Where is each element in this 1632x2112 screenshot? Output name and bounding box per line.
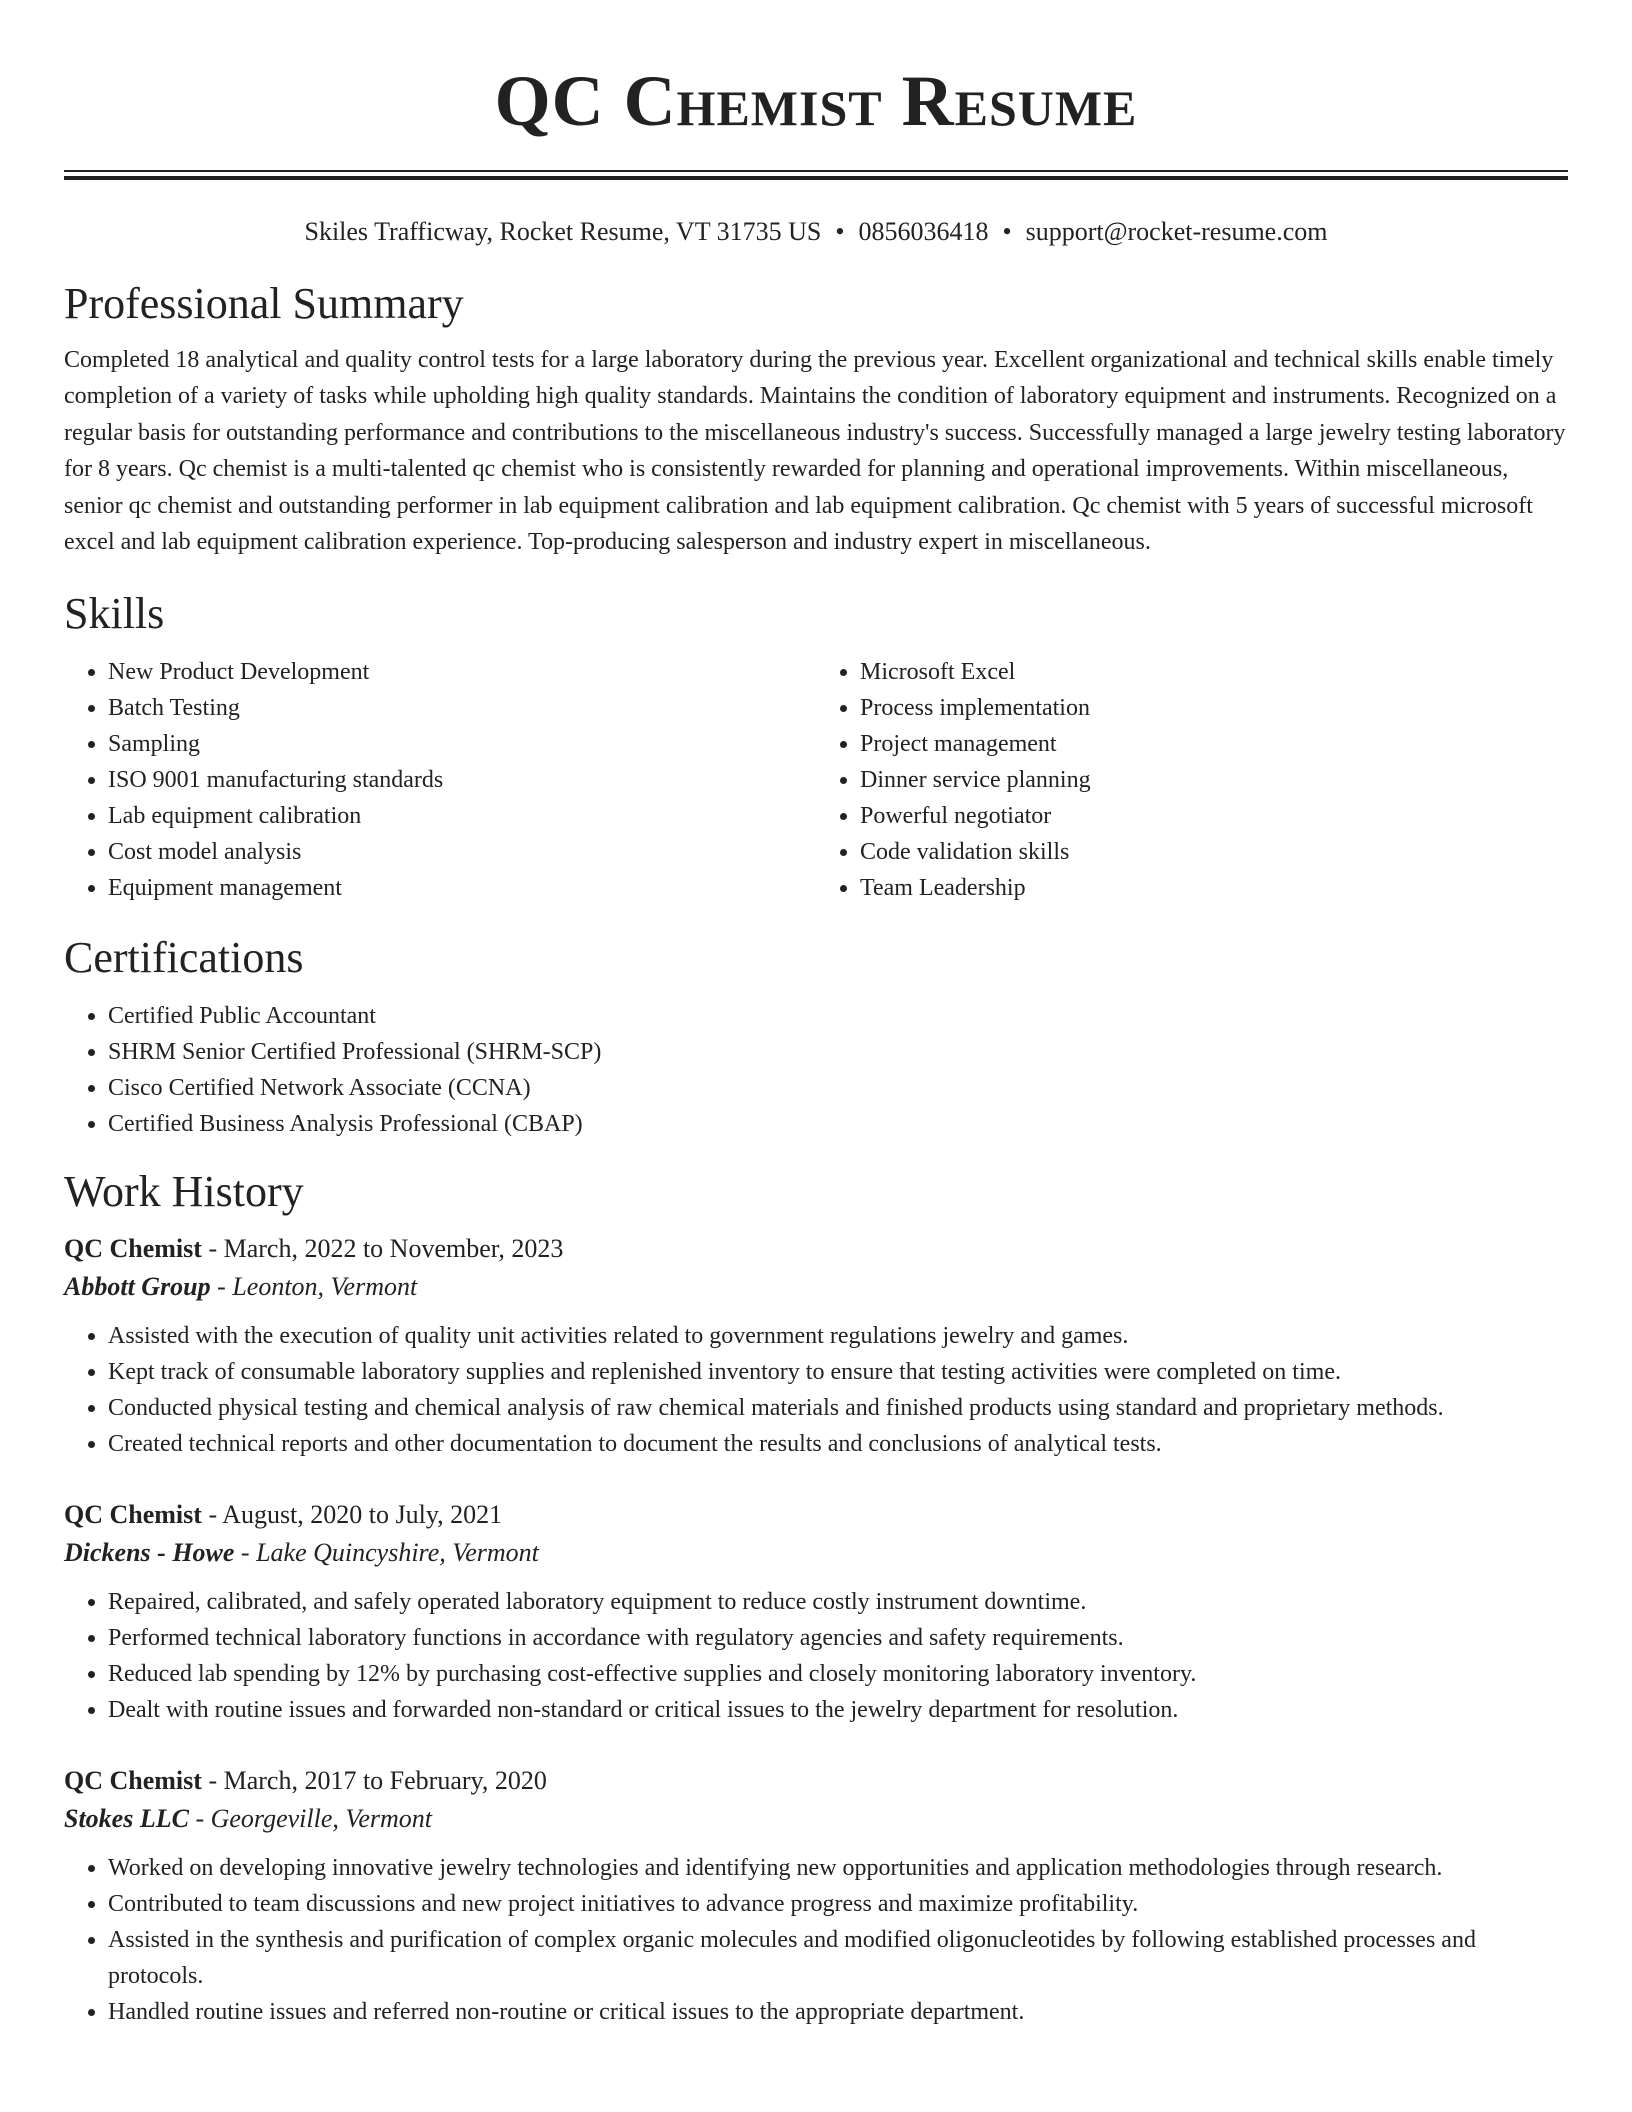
job-bullet: • Conducted physical testing and chemical analysis of raw chemical materials and finished products using standard and proprietary methods. xyxy=(108,1390,1568,1426)
job-company: Stokes LLC xyxy=(64,1804,189,1834)
job-bullet: • Performed technical laboratory functions in accordance with regulatory agencies and safety requirements. xyxy=(108,1620,1568,1656)
contact-separator: • xyxy=(835,217,845,246)
skill-item: • Lab equipment calibration xyxy=(108,798,816,834)
job-company-line xyxy=(64,1800,1568,1838)
certification-item: • Cisco Certified Network Associate (CCNA) xyxy=(108,1070,1568,1106)
work-history-heading: Work History xyxy=(64,1167,304,1217)
skill-item: • Code validation skills xyxy=(860,834,1568,870)
skill-item: • Equipment management xyxy=(108,870,816,906)
resume-title: QC Chemist Resume xyxy=(494,61,1138,141)
skill-item: • Dinner service planning xyxy=(860,762,1568,798)
skill-item: • Powerful negotiator xyxy=(860,798,1568,834)
job-bullet: • Created technical reports and other documentation to document the results and conclusions of analytical tests. xyxy=(108,1426,1568,1462)
job-dates: - March, 2022 to November, 2023 xyxy=(201,1234,564,1264)
skill-item: • Team Leadership xyxy=(860,870,1568,906)
job-header xyxy=(64,1496,1568,1534)
skills-heading: Skills xyxy=(64,589,165,639)
job-title: QC Chemist xyxy=(64,1500,202,1530)
job-entry xyxy=(64,1762,1568,2030)
certifications-list xyxy=(64,998,1568,1142)
skill-item: • Sampling xyxy=(108,726,816,762)
job-bullet: • Assisted with the execution of quality unit activities related to government regulations jewelry and games. xyxy=(108,1318,1568,1354)
job-location: - Georgeville, Vermont xyxy=(188,1804,433,1834)
job-bullet: • Repaired, calibrated, and safely operated laboratory equipment to reduce costly instrument downtime. xyxy=(108,1584,1568,1620)
certification-item: • Certified Business Analysis Professional (CBAP) xyxy=(108,1106,1568,1142)
job-bullet: • Handled routine issues and referred non-routine or critical issues to the appropriate department. xyxy=(108,1994,1568,2030)
job-header xyxy=(64,1762,1568,1800)
job-bullets xyxy=(64,1584,1568,1728)
job-bullets xyxy=(64,1850,1568,2030)
certification-item: • SHRM Senior Certified Professional (SHRM-SCP) xyxy=(108,1034,1568,1070)
job-location: - Lake Quincyshire, Vermont xyxy=(234,1538,539,1568)
contact-separator: • xyxy=(1002,217,1012,246)
contact-email: support@rocket-resume.com xyxy=(1025,217,1328,246)
certification-item: • Certified Public Accountant xyxy=(108,998,1568,1034)
job-bullet: • Reduced lab spending by 12% by purchasing cost-effective supplies and closely monitoring laboratory inventory. xyxy=(108,1656,1568,1692)
skills-list-left xyxy=(64,654,816,906)
job-dates: - August, 2020 to July, 2021 xyxy=(201,1500,503,1530)
job-company: Dickens - Howe xyxy=(64,1538,235,1568)
job-entry xyxy=(64,1230,1568,1462)
contact-phone: 0856036418 xyxy=(858,217,989,246)
job-bullet: • Assisted in the synthesis and purification of complex organic molecules and modified oligonucleotides by following established processes and protocols. xyxy=(108,1922,1568,1994)
job-company-line xyxy=(64,1534,1568,1572)
summary-text: Completed 18 analytical and quality control tests for a large laboratory during the previous year. Excellent organizational and technical skills enable timely completion of a variety of tasks while upholding high quality standards. Maintains the condition of laboratory equipment and instruments. Recognized on a regular basis for outstanding performance and contributions to the miscellaneous industry's success. Successfully managed a large jewelry testing laboratory for 8 years. Qc chemist is a multi-talented qc chemist who is consistently rewarded for planning and operational improvements. Within miscellaneous, senior qc chemist and outstanding performer in lab equipment calibration and lab equipment calibration. Qc chemist with 5 years of successful microsoft excel and lab equipment calibration experience. Top-producing salesperson and industry expert in miscellaneous. xyxy=(64,347,1566,556)
skill-item: • Batch Testing xyxy=(108,690,816,726)
skills-columns xyxy=(64,654,1568,906)
job-company: Abbott Group xyxy=(64,1272,211,1302)
job-bullet: • Contributed to team discussions and new project initiatives to advance progress and maximize profitability. xyxy=(108,1886,1568,1922)
job-title: QC Chemist xyxy=(64,1766,202,1796)
skill-item: • Process implementation xyxy=(860,690,1568,726)
job-bullet: • Worked on developing innovative jewelry technologies and identifying new opportunities and application methodologies through research. xyxy=(108,1850,1568,1886)
job-bullets xyxy=(64,1318,1568,1462)
job-dates: - March, 2017 to February, 2020 xyxy=(201,1766,547,1796)
job-bullet: • Kept track of consumable laboratory supplies and replenished inventory to ensure that testing activities were completed on time. xyxy=(108,1354,1568,1390)
skill-item: • Cost model analysis xyxy=(108,834,816,870)
skill-item: • New Product Development xyxy=(108,654,816,690)
job-location: - Leonton, Vermont xyxy=(210,1272,418,1302)
job-entry xyxy=(64,1496,1568,1728)
skill-item: • Microsoft Excel xyxy=(860,654,1568,690)
certifications-heading: Certifications xyxy=(64,933,304,983)
title-divider xyxy=(64,170,1568,180)
skill-item: • Project management xyxy=(860,726,1568,762)
job-company-line xyxy=(64,1268,1568,1306)
skill-item: • ISO 9001 manufacturing standards xyxy=(108,762,816,798)
contact-line xyxy=(64,216,1568,248)
job-title: QC Chemist xyxy=(64,1234,202,1264)
contact-address: Skiles Trafficway, Rocket Resume, VT 31735 US xyxy=(304,217,822,246)
summary-heading: Professional Summary xyxy=(64,279,464,328)
skills-list-right xyxy=(816,654,1568,906)
job-header xyxy=(64,1230,1568,1268)
job-bullet: • Dealt with routine issues and forwarded non-standard or critical issues to the jewelry department for resolution. xyxy=(108,1692,1568,1728)
